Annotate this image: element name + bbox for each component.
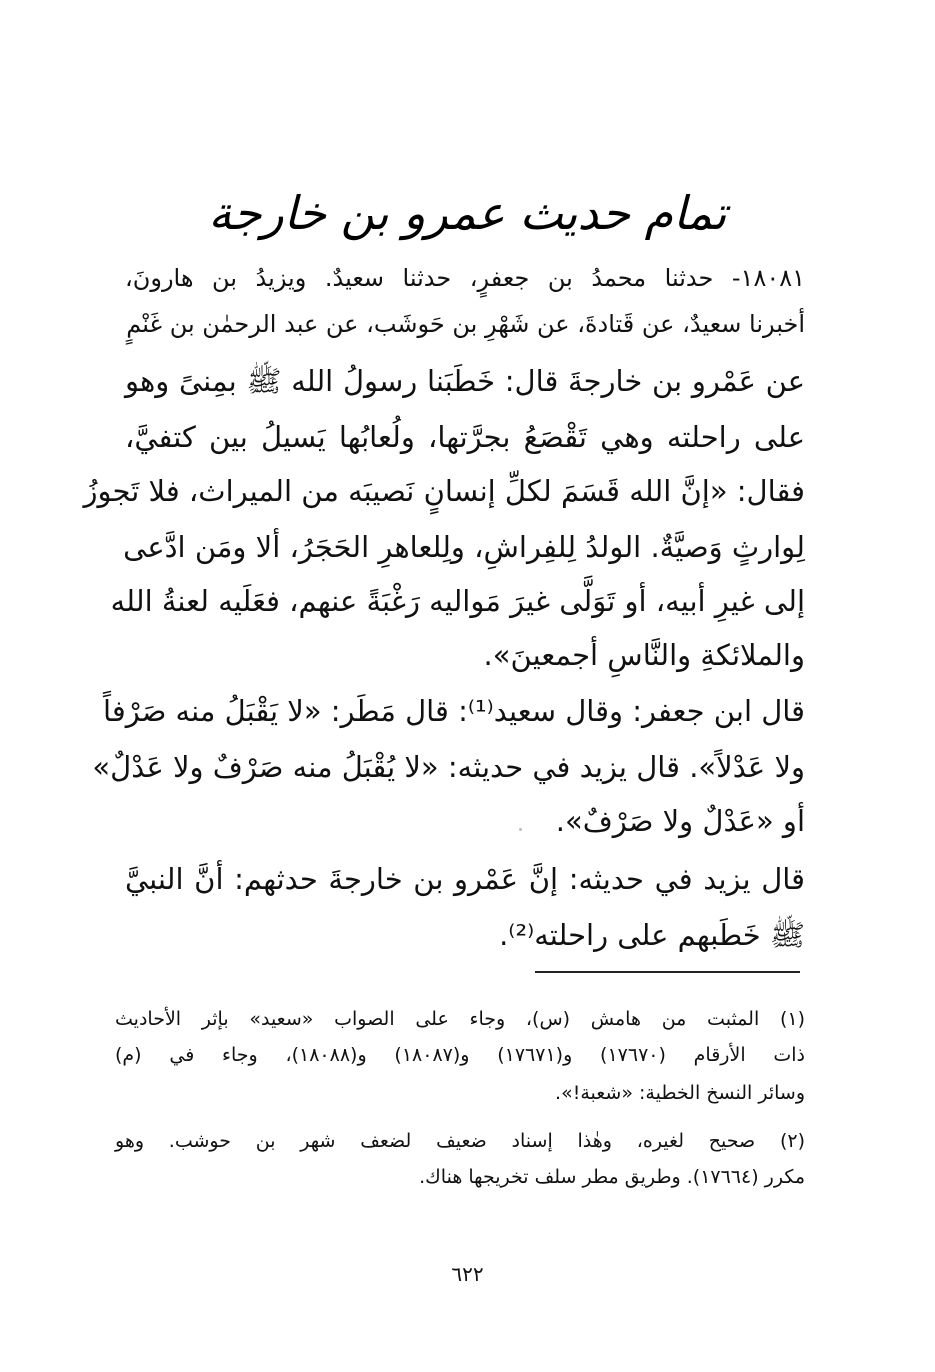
- body-line-7: قال ابن جعفر: وقال سعيد⁽¹⁾: قال مَطَر: «لا يَقْبَلُ منه صَرْفاً: [103, 694, 805, 728]
- chapter-title: تمام حديث عمرو بن خارجة: [208, 186, 727, 240]
- footnote-2-line-2: مكرر (١٧٦٦٤). وطريق مطر سلف تخريجها هناك.: [419, 1166, 805, 1188]
- body-line-11: ﷺ خَطَبهم على راحلته⁽²⁾.: [499, 918, 805, 952]
- body-line-4: لِوارثٍ وَصيَّةٌ. الولدُ لِلفِراشِ، ولِلعاهرِ الحَجَرُ، ألا ومَن ادَّعى: [123, 530, 805, 564]
- footnote-1-line-2: ذات الأرقام (١٧٦٧٠) و(١٧٦٧١) و(١٨٠٨٧) و(١٨٠٨٨)، وجاء في (م): [115, 1044, 805, 1066]
- body-line-3: فقال: «إنَّ الله قَسَمَ لكلِّ إنسانٍ نَصيبَه من الميراث، فلا تَجوزُ: [83, 474, 805, 508]
- body-line-10: قال يزيد في حديثه: إنَّ عَمْرو بن خارجةَ حدثهم: أنَّ النبيَّ: [125, 862, 805, 896]
- intro-line-2: أخبرنا سعيدٌ، عن قَتادةَ، عن شَهْرِ بن حَوشَب، عن عبد الرحمٰن بن غَنْمٍ: [126, 310, 805, 338]
- body-line-6: والملائكةِ والنَّاسِ أجمعينَ».: [483, 638, 805, 672]
- page-number: ٦٢٢: [451, 1262, 484, 1286]
- footnote-2-line-1: (٢) صحيح لغيره، وهٰذا إسناد ضعيف لضعف شهر بن حوشب. وهو: [115, 1130, 805, 1152]
- body-line-9: أو «عَدْلٌ ولا صَرْفٌ».: [555, 804, 805, 838]
- body-line-1: عن عَمْرو بن خارجةَ قال: خَطَبَنا رسولُ الله ﷺ بمِنىً وهو: [125, 364, 805, 398]
- footnote-1-line-1: (١) المثبت من هامش (س)، وجاء على الصواب «سعيد» بإثر الأحاديث: [115, 1008, 805, 1030]
- body-line-8: ولا عَدْلاً». قال يزيد في حديثه: «لا يُقْبَلُ منه صَرْفٌ ولا عَدْلٌ»: [92, 750, 805, 784]
- intro-line-1: ١٨٠٨١- حدثنا محمدُ بن جعفرٍ، حدثنا سعيدٌ. ويزيدُ بن هارونَ،: [125, 264, 805, 292]
- footnote-1-line-3: وسائر النسخ الخطية: «شعبة!».: [555, 1082, 805, 1104]
- body-line-5: إلى غيرِ أبيه، أو تَوَلَّى غيرَ مَواليه رَغْبَةً عنهم، فعَلَيه لعنةُ الله: [110, 584, 805, 618]
- body-line-2: على راحلته وهي تَقْصَعُ بجرَّتها، ولُعابُها يَسيلُ بين كتفيَّ،: [125, 420, 805, 454]
- print-speck: [519, 828, 522, 831]
- footnote-separator: [535, 971, 800, 973]
